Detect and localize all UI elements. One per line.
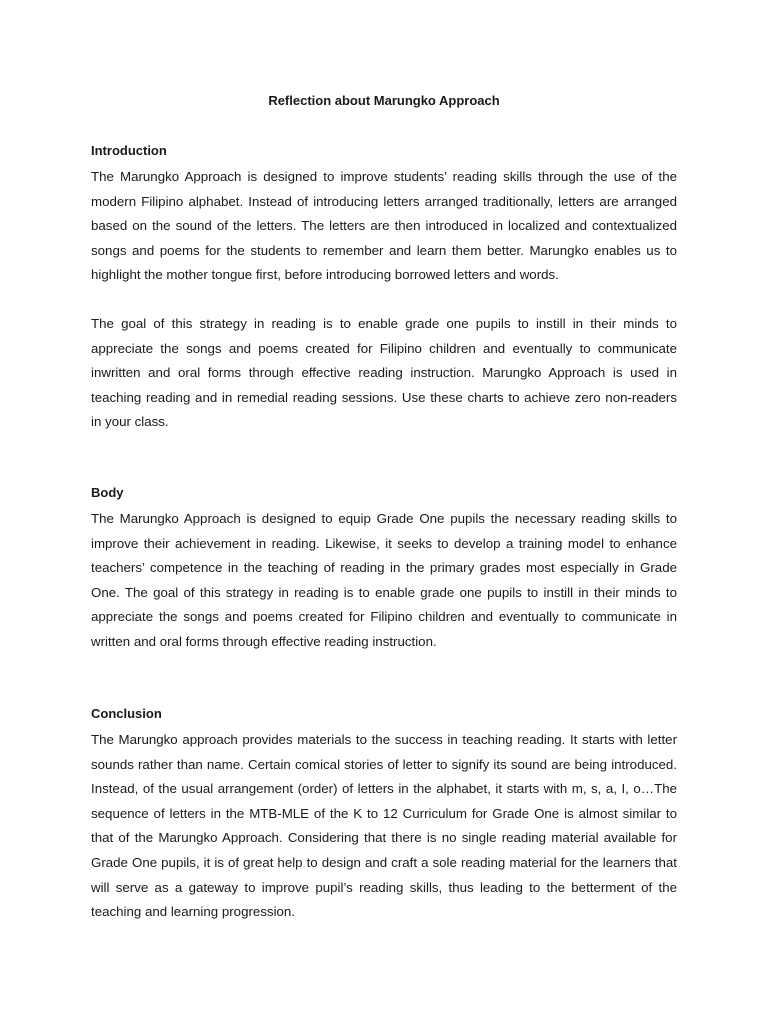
body-paragraph-1: The Marungko Approach is designed to equip Grade One pupils the necessary reading skills to improve their achievement in reading. Likewise, it seeks to develop a training model to enhance teachers’ competence in the teaching of reading in the primary grades most especially in Grade One. The goal of this strategy in reading is to enable grade one pupils to instill in their minds to appreciate the songs and poems created for Filipino children and eventually to communicate in written and oral forms through effective reading instruction. bbox=[91, 511, 677, 649]
introduction-section bbox=[91, 142, 677, 435]
body-heading: Body bbox=[91, 485, 124, 500]
introduction-paragraph-2: The goal of this strategy in reading is to enable grade one pupils to instill in their minds to appreciate the songs and poems created for Filipino children and eventually to communicate inwritten and oral forms through effective reading instruction. Marungko Approach is used in teaching reading and in remedial reading sessions. Use these charts to achieve zero non-readers in your class. bbox=[91, 315, 677, 430]
conclusion-section bbox=[91, 705, 677, 925]
body-section bbox=[91, 484, 677, 655]
conclusion-heading: Conclusion bbox=[91, 706, 162, 721]
introduction-heading: Introduction bbox=[91, 143, 167, 158]
document-title: Reflection about Marungko Approach bbox=[268, 93, 500, 108]
conclusion-paragraph-1: The Marungko approach provides materials to the success in teaching reading. It starts with letter sounds rather than name. Certain comical stories of letter to signify its sound are being introduced. Instead, of the usual arrangement (order) of letters in the alphabet, it starts with m, s, a, I, o…The sequence of letters in the MTB-MLE of the K to 12 Curriculum for Grade One is almost similar to that of the Marungko Approach. Considering that there is no single reading material available for Grade One pupils, it is of great help to design and craft a sole reading material for the learners that will serve as a gateway to improve pupil’s reading skills, thus leading to the betterment of the teaching and learning progression. bbox=[91, 732, 677, 920]
introduction-paragraph-1: The Marungko Approach is designed to improve students’ reading skills through the use of the modern Filipino alphabet. Instead of introducing letters arranged traditionally, letters are arranged based on the sound of the letters. The letters are then introduced in localized and contextualized songs and poems for the students to remember and learn them better. Marungko enables us to highlight the mother tongue first, before introducing borrowed letters and words. bbox=[91, 169, 677, 283]
